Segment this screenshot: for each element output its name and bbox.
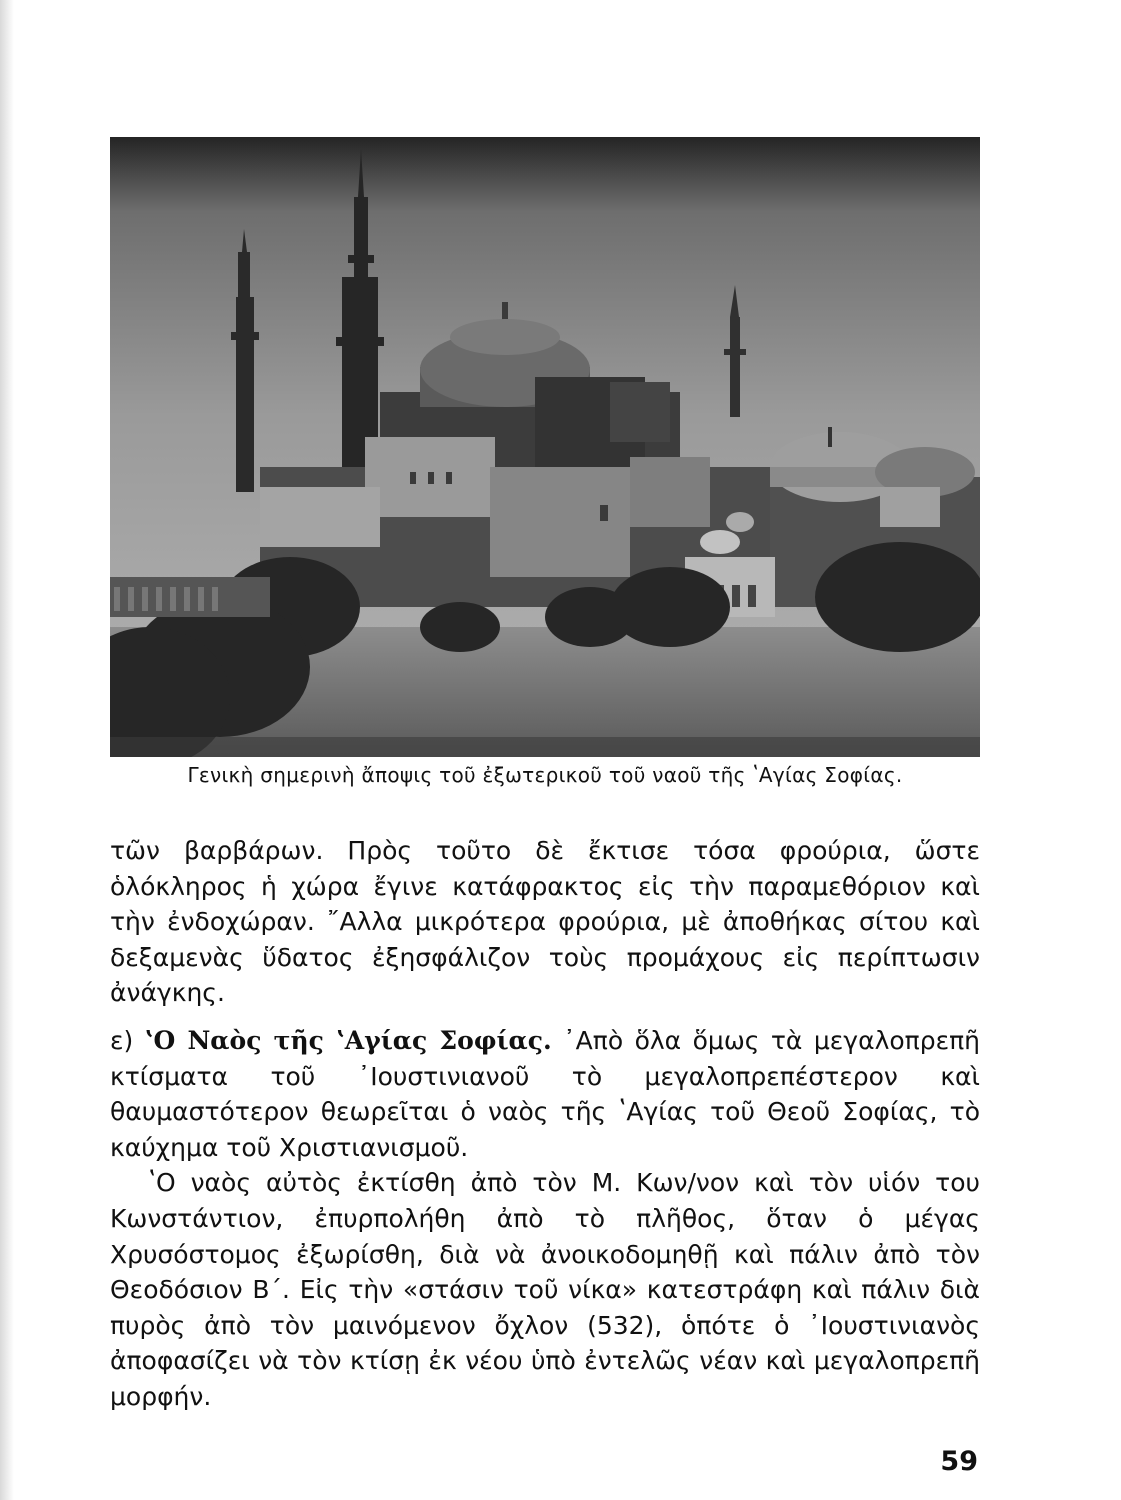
paragraph-forts: τῶν βαρβάρων. Πρὸς τοῦτο δὲ ἔκτισε τόσα φρούρια, ὥστε ὁλόκληρος ἡ χώρα ἔγινε κατάφρακτος εἰς τὴν παραμεθόριον καὶ τὴν ἐνδοχώραν. ῎Αλλα μικρότερα φρούρια, μὲ ἀποθήκας σίτου καὶ δεξαμενὰς ὕδατος ἐξησφάλιζον τοὺς προμάχους εἰς περίπτωσιν ἀνάγκης. (110, 836, 980, 1008)
body-text (110, 833, 980, 1415)
section-marker: ε) (110, 1025, 134, 1055)
paragraph-hagia-sophia-intro (110, 1023, 980, 1165)
section-heading: ʽΟ Ναὸς τῆς ʽΑγίας Σοφίας. (144, 1025, 552, 1055)
page-number: 59 (940, 1446, 978, 1477)
photo-caption: Γενικὴ σημερινὴ ἄποψις τοῦ ἐξωτερικοῦ τοῦ ναοῦ τῆς ʽΑγίας Σοφίας. (187, 763, 903, 787)
section-intro-text: ᾽Απὸ ὅλα ὅμως τὰ μεγαλοπρεπῆ κτίσματα τοῦ ᾽Ιουστινιανοῦ τὸ μεγαλοπρεπέστερον καὶ θαυμαστότερον θεωρεῖται ὁ ναὸς τῆς ʽΑγίας τοῦ Θεοῦ Σοφίας, τὸ καύχημα τοῦ Χριστιανισμοῦ. (110, 1025, 980, 1162)
page-edge-shadow (0, 0, 14, 1500)
hagia-sophia-photo (110, 137, 980, 757)
paragraph-history: ʽΟ ναὸς αὐτὸς ἐκτίσθη ἀπὸ τὸν Μ. Κων/νον καὶ τὸν υἱόν του Κωνστάντιον, ἐπυρπολήθη ἀπὸ τὸ πλῆθος, ὅταν ὁ μέγας Χρυσόστομος ἐξωρίσθη, διὰ νὰ ἀνοικοδομηθῇ καὶ πάλιν ἀπὸ τὸν Θεοδόσιον Β΄. Εἰς τὴν «στάσιν τοῦ νίκα» κατεστράφη καὶ πάλιν διὰ πυρὸς ἀπὸ τὸν μαινόμενον ὄχλον (532), ὁπότε ὁ ᾽Ιουστινιανὸς ἀποφασίζει νὰ τὸν κτίσῃ ἐκ νέου ὑπὸ ἐντελῶς νέαν καὶ μεγαλοπρεπῆ μορφήν. (110, 1168, 980, 1411)
